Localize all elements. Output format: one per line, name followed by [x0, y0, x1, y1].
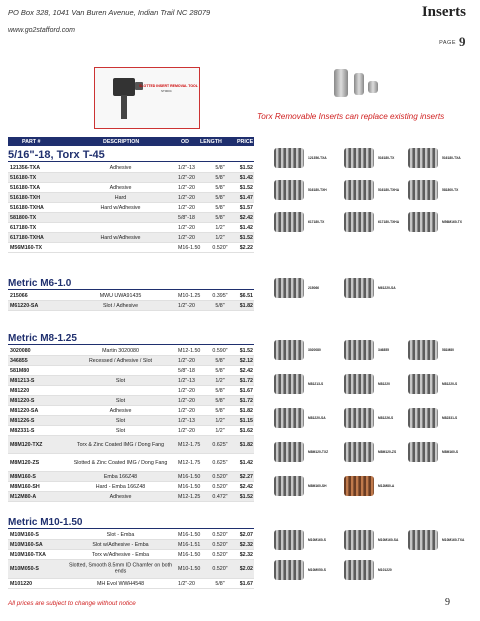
insert-photo: [344, 408, 374, 428]
cell-description: Hard - Emba 166Z48: [95, 483, 146, 490]
cell-od: M12-1.75: [178, 441, 201, 448]
tool-part-number: ST0004: [161, 89, 172, 93]
insert-photo-label: 516180-TXH: [308, 188, 327, 192]
cell-price: $2.42: [239, 483, 253, 490]
cell-price: $2.12: [239, 357, 253, 364]
col-od: OD: [181, 139, 189, 145]
cell-length: 5/8": [215, 580, 225, 587]
cell-price: $1.82: [239, 407, 253, 414]
cell-description: Slotted, Smooth 8.5mm ID Chamfer on both ends: [68, 562, 173, 575]
cell-price: $1.52: [239, 184, 253, 191]
insert-photo-label: M81220-SA: [308, 416, 326, 420]
cell-part-number: M8M160-S: [10, 473, 36, 480]
table-row: [8, 386, 254, 396]
insert-photo-label: M101220: [378, 568, 392, 572]
cell-part-number: M81220-SA: [10, 407, 39, 414]
cell-length: 0.520": [212, 565, 228, 572]
cell-length: 0.625": [212, 459, 228, 466]
cell-part-number: M61220-SA: [10, 302, 39, 309]
page-number: 9: [459, 34, 466, 49]
table-row: [8, 301, 254, 311]
cell-od: 1/2"-20: [178, 234, 195, 241]
cell-length: 1/2": [215, 417, 225, 424]
table-row: [8, 579, 254, 589]
table-5-16: [8, 163, 254, 253]
cell-od: M12-1.50: [178, 347, 201, 354]
cell-price: $1.82: [239, 302, 253, 309]
insert-photo: [344, 374, 374, 394]
insert-photo-label: M81226-S: [378, 416, 394, 420]
page-indicator: [439, 34, 466, 50]
cell-price: $2.32: [239, 551, 253, 558]
tool-pin-shape: [121, 95, 127, 119]
insert-photo: [274, 374, 304, 394]
cell-od: M16-1.50: [178, 483, 201, 490]
col-description: DESCRIPTION: [103, 139, 140, 145]
insert-photo-label: M81220: [378, 382, 390, 386]
insert-photo-label: M10M160-SA: [378, 538, 399, 542]
col-part: PART #: [22, 139, 41, 145]
cell-od: 1/2"-20: [178, 174, 195, 181]
cell-od: M16-1.50: [178, 244, 201, 251]
cell-description: Slot: [115, 427, 126, 434]
cell-length: 5/8": [215, 184, 225, 191]
insert-photo-label: 3020080: [308, 348, 321, 352]
insert-photo: [344, 180, 374, 200]
insert-photo: [344, 340, 374, 360]
table-row: [8, 472, 254, 482]
cell-price: $1.15: [239, 417, 253, 424]
cell-part-number: M10M050-S: [10, 565, 39, 572]
cell-price: $1.52: [239, 234, 253, 241]
cell-length: 5/8": [215, 387, 225, 394]
cell-od: 1/2"-20: [178, 204, 195, 211]
insert-photo-label: M10M050-S: [308, 568, 326, 572]
cell-od: M16-1.50: [178, 531, 201, 538]
page-label: PAGE: [439, 40, 456, 46]
insert-photo-label: M56M160-TX: [442, 220, 462, 224]
insert-photo: [274, 560, 304, 580]
cell-description: Hard w/Adhesive: [100, 234, 141, 241]
insert-photo-label: M81213-S: [308, 382, 324, 386]
table-row: [8, 482, 254, 492]
insert-photo-label: M8M160-S: [442, 450, 459, 454]
insert-photo-label: M8M160-SH: [308, 484, 327, 488]
removal-tool-photo: [94, 67, 200, 129]
cell-description: Adhesive: [109, 184, 132, 191]
table-row: [8, 492, 254, 502]
insert-photo: [344, 442, 374, 462]
table-row: [8, 173, 254, 183]
cell-part-number: 215066: [10, 292, 28, 299]
cell-od: 1/2"-20: [178, 224, 195, 231]
cell-length: 5/8": [215, 214, 225, 221]
table-m10: [8, 530, 254, 589]
cell-part-number: M8M120-ZS: [10, 459, 40, 466]
cell-description: Emba 166Z48: [103, 473, 138, 480]
cell-part-number: 121356-TXA: [10, 164, 41, 171]
table-row: [8, 560, 254, 579]
cell-od: 1/2"-20: [178, 427, 195, 434]
cell-length: 5/8": [215, 367, 225, 374]
table-row: [8, 550, 254, 560]
cell-part-number: 516180-TXA: [10, 184, 41, 191]
cell-length: 1/2": [215, 377, 225, 384]
insert-photo-label: 121356-TXA: [308, 156, 327, 160]
cell-description: Slot: [115, 377, 126, 384]
cell-part-number: M81220: [10, 387, 30, 394]
cell-price: $1.67: [239, 580, 253, 587]
insert-photo: [408, 408, 438, 428]
cell-od: M16-1.50: [178, 473, 201, 480]
insert-photo: [274, 180, 304, 200]
cell-price: $1.62: [239, 427, 253, 434]
cell-od: 5/8"-18: [178, 367, 195, 374]
table-row: [8, 436, 254, 454]
cell-part-number: 581800-TX: [10, 214, 37, 221]
table-row: [8, 454, 254, 472]
table-row: [8, 213, 254, 223]
company-website[interactable]: www.go2stafford.com: [8, 27, 75, 34]
cell-od: 1/2"-20: [178, 397, 195, 404]
cell-od: M12-1.25: [178, 493, 201, 500]
section-title-m8: Metric M8-1.25: [8, 333, 77, 344]
cell-part-number: 617180-TX: [10, 224, 37, 231]
insert-photo-label: 516180-TXHA: [378, 188, 400, 192]
cell-od: 5/8"-18: [178, 214, 195, 221]
tool-handle-shape: [113, 78, 135, 96]
section-title-5-16: 5/16"-18, Torx T-45: [8, 149, 105, 161]
cell-od: 1/2"-20: [178, 580, 195, 587]
cell-description: Slot / Adhesive: [102, 302, 139, 309]
page-title: Inserts: [421, 4, 466, 20]
cell-part-number: 516180-TX: [10, 174, 37, 181]
cell-price: $2.07: [239, 531, 253, 538]
cell-length: 0.625": [212, 441, 228, 448]
insert-photo-label: 617180-TX: [308, 220, 325, 224]
insert-photo-label: M8M120-TXZ: [308, 450, 329, 454]
insert-photo: [408, 148, 438, 168]
cell-od: M16-1.50: [178, 551, 201, 558]
table-row: [8, 396, 254, 406]
table-row: [8, 376, 254, 386]
cell-part-number: M82331-S: [10, 427, 35, 434]
cell-description: Slotted & Zinc Coated IMG / Dong Fang: [73, 459, 168, 466]
cell-length: 0.520": [212, 541, 228, 548]
cell-description: Hard w/Adhesive: [100, 204, 141, 211]
insert-photo: [408, 442, 438, 462]
cell-price: $2.32: [239, 541, 253, 548]
cell-part-number: M8M160-SH: [10, 483, 40, 490]
insert-photo: [274, 148, 304, 168]
cell-od: M10-1.50: [178, 565, 201, 572]
insert-photo: [408, 212, 438, 232]
cell-part-number: 581M80: [10, 367, 30, 374]
insert-photo: [408, 530, 438, 550]
cell-length: 0.520": [212, 483, 228, 490]
cell-description: MWU UWA91435: [99, 292, 142, 299]
cell-description: Slot - Emba: [106, 531, 135, 538]
cell-length: 5/8": [215, 164, 225, 171]
cell-od: 1/2"-13: [178, 377, 195, 384]
cell-description: Recessed / Adhesive / Slot: [88, 357, 152, 364]
table-row: [8, 243, 254, 253]
insert-photo-label: 617180-TXHA: [378, 220, 400, 224]
table-row: [8, 356, 254, 366]
cell-od: 1/2"-13: [178, 164, 195, 171]
cell-length: 5/8": [215, 302, 225, 309]
cell-length: 0.520": [212, 551, 228, 558]
cell-price: $1.52: [239, 347, 253, 354]
cell-price: $1.52: [239, 164, 253, 171]
table-row: [8, 233, 254, 243]
cell-length: 0.520": [212, 473, 228, 480]
cell-part-number: M81226-S: [10, 417, 35, 424]
cell-length: 1/2": [215, 224, 225, 231]
section-rule: [8, 528, 254, 529]
cell-price: $1.72: [239, 397, 253, 404]
cell-price: $1.67: [239, 387, 253, 394]
table-row: [8, 366, 254, 376]
cell-description: Martin 3020080: [102, 347, 139, 354]
insert-photo: [408, 374, 438, 394]
cell-length: 0.472": [212, 493, 228, 500]
col-price: PRICE: [237, 139, 254, 145]
insert-photo: [344, 560, 374, 580]
insert-photo: [408, 180, 438, 200]
cell-part-number: M10M160-S: [10, 531, 39, 538]
cell-part-number: M101220: [10, 580, 33, 587]
table-row: [8, 203, 254, 213]
footer-note: All prices are subject to change without notice: [8, 600, 136, 607]
insert-photo: [344, 476, 374, 496]
section-title-m6: Metric M6-1.0: [8, 278, 72, 289]
table-m6: [8, 291, 254, 311]
cell-part-number: M81220-S: [10, 397, 35, 404]
insert-photo: [274, 212, 304, 232]
cell-part-number: 516180-TXH: [10, 194, 41, 201]
cell-price: $2.22: [239, 244, 253, 251]
section-rule: [8, 289, 254, 290]
torx-note: Torx Removable Inserts can replace existing inserts: [257, 112, 445, 121]
cell-part-number: M8M120-TXZ: [10, 441, 43, 448]
cell-description: Adhesive: [109, 493, 132, 500]
table-row: [8, 540, 254, 550]
cell-description: Slot: [115, 397, 126, 404]
cell-price: $6.51: [239, 292, 253, 299]
table-row: [8, 406, 254, 416]
table-header: [8, 137, 254, 146]
cell-price: $2.02: [239, 565, 253, 572]
cell-description: Slot: [115, 417, 126, 424]
cell-description: Hard: [114, 194, 127, 201]
cell-od: 1/2"-20: [178, 184, 195, 191]
cell-part-number: M10M160-TXA: [10, 551, 46, 558]
cell-length: 5/8": [215, 357, 225, 364]
cell-price: $1.47: [239, 194, 253, 201]
cell-length: 5/8": [215, 174, 225, 181]
insert-photo-label: M10M160-TXA: [442, 538, 465, 542]
section-title-m10: Metric M10-1.50: [8, 517, 83, 528]
cell-part-number: 3020080: [10, 347, 31, 354]
cell-price: $1.42: [239, 224, 253, 231]
cell-price: $1.42: [239, 459, 253, 466]
cell-length: 0.395": [212, 292, 228, 299]
cell-description: Adhesive: [109, 164, 132, 171]
cell-length: 5/8": [215, 407, 225, 414]
insert-photo: [344, 212, 374, 232]
cell-od: M12-1.75: [178, 459, 201, 466]
cell-length: 5/8": [215, 194, 225, 201]
tool-label: SLOTTED INSERT REMOVAL TOOL: [139, 84, 198, 88]
table-row: [8, 163, 254, 173]
cell-price: $2.27: [239, 473, 253, 480]
cell-length: 0.520": [212, 531, 228, 538]
insert-photo-label: 516180-TX: [378, 156, 395, 160]
table-row: [8, 291, 254, 301]
cell-price: $1.57: [239, 204, 253, 211]
cell-part-number: M81213-S: [10, 377, 35, 384]
cell-price: $1.52: [239, 493, 253, 500]
table-row: [8, 183, 254, 193]
table-row: [8, 426, 254, 436]
insert-photo-label: M12M80-A: [378, 484, 395, 488]
cell-od: 1/2"-13: [178, 417, 195, 424]
cell-price: $2.42: [239, 214, 253, 221]
cell-part-number: M12M80-A: [10, 493, 37, 500]
insert-photo: [274, 340, 304, 360]
cell-od: 1/2"-20: [178, 387, 195, 394]
insert-photo-label: M81220-S: [442, 382, 458, 386]
cell-description: Torx & Zinc Coated IMG / Dong Fang: [76, 441, 165, 448]
table-row: [8, 346, 254, 356]
insert-photo: [274, 476, 304, 496]
cell-description: Slot w/Adhesive - Emba: [92, 541, 149, 548]
insert-photo-label: 516180-TXA: [442, 156, 461, 160]
insert-photo: [408, 340, 438, 360]
cell-length: 5/8": [215, 397, 225, 404]
cell-length: 5/8": [215, 204, 225, 211]
insert-photo-label: 215066: [308, 286, 320, 290]
cell-description: Adhesive: [109, 407, 132, 414]
cell-part-number: M10M160-SA: [10, 541, 43, 548]
cell-od: 1/2"-20: [178, 302, 195, 309]
cell-part-number: 346855: [10, 357, 28, 364]
insert-photo-label: 346855: [378, 348, 390, 352]
cell-part-number: M56M160-TX: [10, 244, 43, 251]
torx-tool-medium: [354, 73, 364, 95]
insert-photo: [274, 442, 304, 462]
table-row: [8, 530, 254, 540]
cell-price: $2.42: [239, 367, 253, 374]
cell-length: 0.590": [212, 347, 228, 354]
table-row: [8, 193, 254, 203]
insert-photo: [344, 278, 374, 298]
cell-length: 0.520": [212, 244, 228, 251]
section-rule: [8, 344, 254, 345]
company-address: PO Box 328, 1041 Van Buren Avenue, Indian Trail NC 28079: [8, 8, 211, 17]
cell-length: 1/2": [215, 427, 225, 434]
footer-page-number: 9: [445, 597, 450, 608]
cell-od: 1/2"-20: [178, 357, 195, 364]
insert-photo-label: M8M120-ZS: [378, 450, 397, 454]
torx-tool-large: [334, 69, 348, 97]
cell-description: Torx w/Adhesive - Emba: [91, 551, 150, 558]
insert-photo-label: 581M80: [442, 348, 454, 352]
cell-od: M10-1.25: [178, 292, 201, 299]
table-row: [8, 223, 254, 233]
cell-od: 1/2"-20: [178, 194, 195, 201]
insert-photo-label: M61220-SA: [378, 286, 396, 290]
cell-price: $1.72: [239, 377, 253, 384]
torx-tool-small: [368, 81, 378, 93]
cell-price: $1.82: [239, 441, 253, 448]
insert-photo-label: 581800-TX: [442, 188, 459, 192]
cell-part-number: 516180-TXHA: [10, 204, 44, 211]
cell-length: 1/2": [215, 234, 225, 241]
cell-part-number: 617180-TXHA: [10, 234, 44, 241]
col-length: LENGTH: [200, 139, 222, 145]
cell-od: M16-1.51: [178, 541, 201, 548]
insert-photo: [274, 278, 304, 298]
table-row: [8, 416, 254, 426]
insert-photo-label: M82331-S: [442, 416, 458, 420]
insert-photo: [274, 530, 304, 550]
insert-photo-label: M10M160-S: [308, 538, 326, 542]
table-m8: [8, 346, 254, 502]
insert-photo: [344, 530, 374, 550]
insert-photo: [274, 408, 304, 428]
cell-od: 1/2"-20: [178, 407, 195, 414]
cell-price: $1.42: [239, 174, 253, 181]
section-rule: [8, 161, 254, 162]
cell-description: MH Evol WWH4548: [96, 580, 145, 587]
insert-photo: [344, 148, 374, 168]
